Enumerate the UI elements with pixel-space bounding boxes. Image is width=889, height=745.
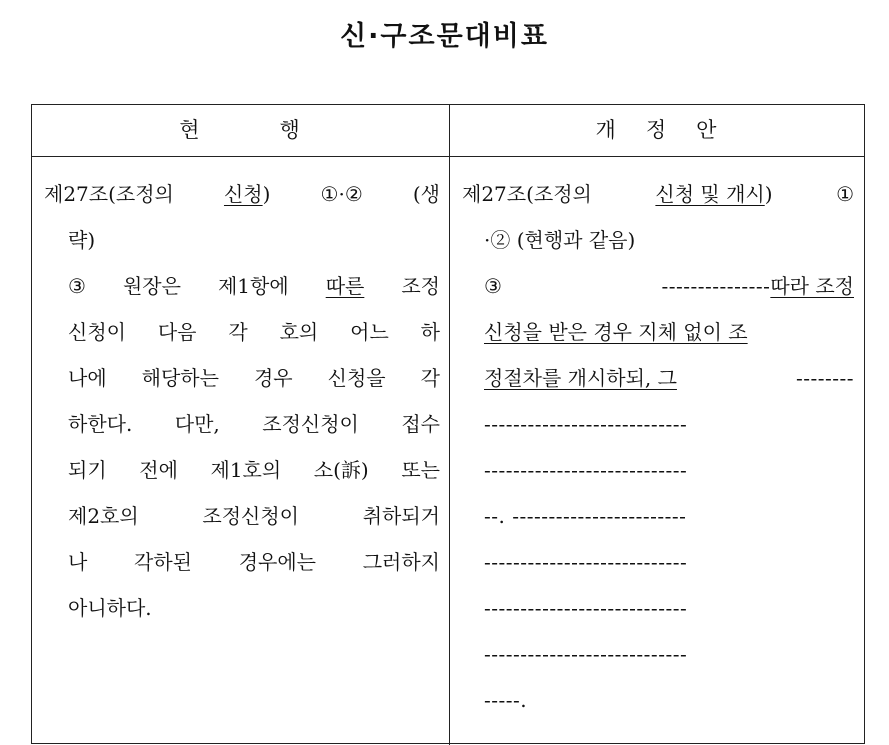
omitted-note-start: (생 <box>412 182 440 206</box>
text-word: 제1항에 <box>217 274 289 298</box>
current-line-1 <box>44 171 440 217</box>
underlined-amendment: 따라 조정 <box>770 274 854 298</box>
text-word: 소(訴) <box>313 458 369 482</box>
current-line-8 <box>44 493 440 539</box>
current-line-9 <box>44 539 440 585</box>
revised-line-3 <box>462 263 854 309</box>
paragraph-3-mark: ③ <box>68 274 86 298</box>
text-word: 경우에는 <box>238 550 316 574</box>
revised-line-4 <box>462 309 854 355</box>
revised-line-10 <box>462 585 854 631</box>
header-revised-char-3: 안 <box>696 118 719 142</box>
revised-line-12 <box>462 677 854 723</box>
header-current <box>32 105 449 155</box>
underlined-amendment: 정절차를 개시하되, 그 <box>484 366 677 390</box>
text-word: 해당하는 <box>141 366 219 390</box>
current-line-3 <box>44 263 440 309</box>
underlined-term: 신청 <box>223 182 263 206</box>
text-word: 어느 <box>350 320 389 344</box>
current-line-7 <box>44 447 440 493</box>
revised-line-2 <box>462 217 854 263</box>
underlined-amendment: 신청을 받은 경우 지체 없이 조 <box>484 320 748 344</box>
omitted-note-end: 략) <box>68 228 96 252</box>
revised-line-6 <box>462 401 854 447</box>
header-current-char-1: 현 <box>179 118 202 142</box>
text-word: 조정신청이 <box>262 412 359 436</box>
revised-heading-tail <box>655 171 772 217</box>
text-word: 다만, <box>174 412 220 436</box>
revised-line-1 <box>462 171 854 217</box>
header-revised-char-1: 개 <box>595 118 618 142</box>
article-heading: 제27조(조정의 <box>44 182 174 206</box>
text-word: 각 <box>228 320 248 344</box>
revised-line-8 <box>462 493 854 539</box>
text-word: 각 <box>420 366 440 390</box>
article-heading: 제27조(조정의 <box>462 182 592 206</box>
text-word: 하한다. <box>68 412 133 436</box>
revised-text-cell <box>462 171 854 723</box>
text-word: 되기 <box>68 458 107 482</box>
text-word: 하 <box>420 320 440 344</box>
paren-close: ) <box>764 182 773 206</box>
table-header-row <box>32 105 864 157</box>
text-word: 신청이 <box>68 320 126 344</box>
text-word: 호의 <box>279 320 319 344</box>
text-word: 원장은 <box>122 274 181 298</box>
same-as-current-note: ·② (현행과 같음) <box>484 228 636 252</box>
text-word: 접수 <box>401 412 440 436</box>
current-line-5 <box>44 355 440 401</box>
unchanged-dashes: ---------------------------- <box>484 458 688 482</box>
text-word: 또는 <box>401 458 440 482</box>
text-word: 다음 <box>157 320 197 344</box>
text-word: 나에 <box>68 366 107 390</box>
text-word: 경우 <box>253 366 293 390</box>
header-revised <box>450 105 864 155</box>
unchanged-dashes: -----. <box>484 688 528 712</box>
underlined-term: 신청 및 개시 <box>655 182 765 206</box>
unchanged-dashes: --------------- <box>661 274 771 298</box>
current-line-4 <box>44 309 440 355</box>
revised-line-3-tail <box>661 263 854 309</box>
text-word: 제1호의 <box>210 458 282 482</box>
current-line-6 <box>44 401 440 447</box>
revised-line-5 <box>462 355 854 401</box>
text-word: 신청을 <box>327 366 386 390</box>
paragraph-3-mark: ③ <box>484 274 502 298</box>
text-word: 그러하지 <box>362 550 440 574</box>
current-heading-tail <box>224 171 270 217</box>
text-word: 조정 <box>401 274 440 298</box>
unchanged-dashes: ---------------------------- <box>484 596 688 620</box>
current-text-cell <box>44 171 440 631</box>
current-line-10 <box>44 585 440 631</box>
page-title: 신·구조문대비표 <box>340 21 549 52</box>
text-word: 아니하다. <box>68 596 152 620</box>
text-word: 각하된 <box>134 550 192 574</box>
text-word: 조정신청이 <box>202 504 299 528</box>
unchanged-dashes: ---------------------------- <box>484 550 688 574</box>
unchanged-dashes: ---------------------------- <box>484 642 688 666</box>
revised-line-7 <box>462 447 854 493</box>
comparison-table <box>31 104 865 744</box>
revised-line-9 <box>462 539 854 585</box>
current-line-2 <box>44 217 440 263</box>
text-word: 나 <box>68 550 88 574</box>
paren-close: ) <box>262 182 271 206</box>
text-word: 제2호의 <box>68 504 139 528</box>
unchanged-dashes: -------- <box>795 366 854 390</box>
text-word: 전에 <box>139 458 178 482</box>
header-current-char-2: 행 <box>279 118 302 142</box>
paragraph-mark: ① <box>836 182 854 206</box>
unchanged-dashes: --. ------------------------ <box>484 504 687 528</box>
underlined-term: 따른 <box>325 274 365 298</box>
text-word: 취하되거 <box>362 504 440 528</box>
unchanged-dashes: ---------------------------- <box>484 412 688 436</box>
paragraph-marks: ①·② <box>320 182 363 206</box>
column-divider <box>449 105 450 745</box>
header-revised-char-2: 정 <box>645 118 669 142</box>
revised-line-11 <box>462 631 854 677</box>
